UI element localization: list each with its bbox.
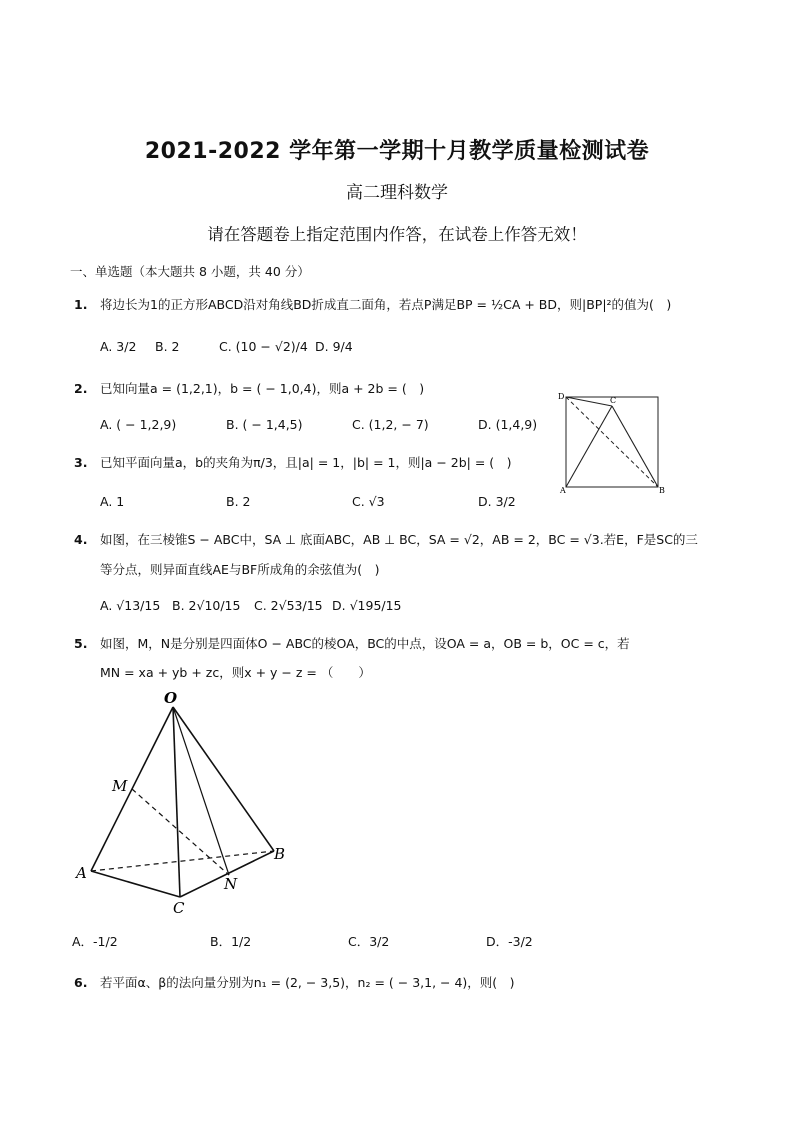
question-4-text-line-1: 如图，在三棱锥S − ABC中，SA ⊥ 底面ABC，AB ⊥ BC，SA = √2，AB = 2，BC = √3.若E，F是SC的三 — [100, 532, 698, 547]
question-5-number: 5. — [74, 636, 88, 651]
question-5-option-d: D．-3/2 — [486, 934, 533, 949]
question-4-option-b: B. 2√10/15 — [172, 598, 241, 613]
exam-title: 2021-2022 学年第一学期十月教学质量检测试卷 — [144, 139, 650, 164]
question-2-option-b: B. ( − 1,4,5) — [226, 417, 303, 432]
question-1-option-b: B. 2 — [155, 339, 180, 354]
question-2-text: 已知向量a = (1,2,1)，b = ( − 1,0,4)，则a + 2b = ( ) — [100, 381, 425, 396]
question-4-option-c: C. 2√53/15 — [254, 598, 323, 613]
question-1-option-c: C. (10 − √2)/4 — [219, 339, 308, 354]
question-4-number: 4. — [74, 532, 88, 547]
question-5-option-c: C．3/2 — [348, 934, 390, 949]
question-1-text: 将边长为1的正方形ABCD沿对角线BD折成直二面角，若点P满足BP = ½CA + BD，则|BP|²的值为( ) — [100, 297, 672, 312]
tetrahedron-figure — [70, 685, 300, 920]
question-1-option-a: A. 3/2 — [100, 339, 137, 354]
question-5-text-line-1: 如图，M，N是分别是四面体O − ABC的棱OA，BC的中点，设OA = a，OB = b，OC = c，若 — [100, 636, 630, 651]
question-5-text-line-2: MN = xa + yb + zc，则x + y − z = （ ） — [100, 665, 371, 680]
question-4-option-a: A. √13/15 — [100, 598, 161, 613]
exam-notice: 请在答题卷上指定范围内作答，在试卷上作答无效！ — [207, 225, 587, 244]
tetra-label-c: C — [173, 899, 185, 917]
question-2-option-a: A. ( − 1,2,9) — [100, 417, 177, 432]
question-2-number: 2. — [74, 381, 88, 396]
question-2-option-c: C. (1,2, − 7) — [352, 417, 429, 432]
question-3-number: 3. — [74, 455, 88, 470]
question-3-text: 已知平面向量a，b的夹角为π/3，且|a| = 1，|b| = 1，则|a − 2b| = ( ) — [100, 455, 512, 470]
square-label-b: B — [659, 486, 665, 494]
question-2-option-d: D. (1,4,9) — [478, 417, 538, 432]
question-5-option-a: A．-1/2 — [72, 934, 118, 949]
question-4-option-d: D. √195/15 — [332, 598, 402, 613]
tetra-label-n: N — [224, 875, 238, 893]
tetra-label-b: B — [274, 845, 286, 863]
exam-subtitle: 高二理科数学 — [346, 183, 448, 203]
question-3-option-c: C. √3 — [352, 494, 385, 509]
question-6-text: 若平面α、β的法向量分别为n₁ = (2, − 3,5)，n₂ = ( − 3,1, − 4)，则( ) — [100, 975, 515, 990]
question-5-option-b: B．1/2 — [210, 934, 252, 949]
section-heading: 一、单选题（本大题共 8 小题，共 40 分） — [70, 264, 310, 279]
question-1-option-d: D. 9/4 — [315, 339, 353, 354]
tetra-label-m: M — [112, 777, 128, 795]
folded-square-figure — [556, 390, 668, 494]
question-3-option-d: D. 3/2 — [478, 494, 516, 509]
tetra-label-o: O — [164, 689, 178, 707]
question-4-text-line-2: 等分点，则异面直线AE与BF所成角的余弦值为( ) — [100, 562, 380, 577]
question-3-option-a: A. 1 — [100, 494, 125, 509]
square-label-c: C — [610, 396, 617, 405]
square-label-d: D — [558, 392, 565, 401]
question-3-option-b: B. 2 — [226, 494, 251, 509]
square-label-a: A — [560, 486, 566, 494]
question-1-number: 1. — [74, 297, 88, 312]
question-6-number: 6. — [74, 975, 88, 990]
tetra-label-a: A — [76, 864, 87, 882]
